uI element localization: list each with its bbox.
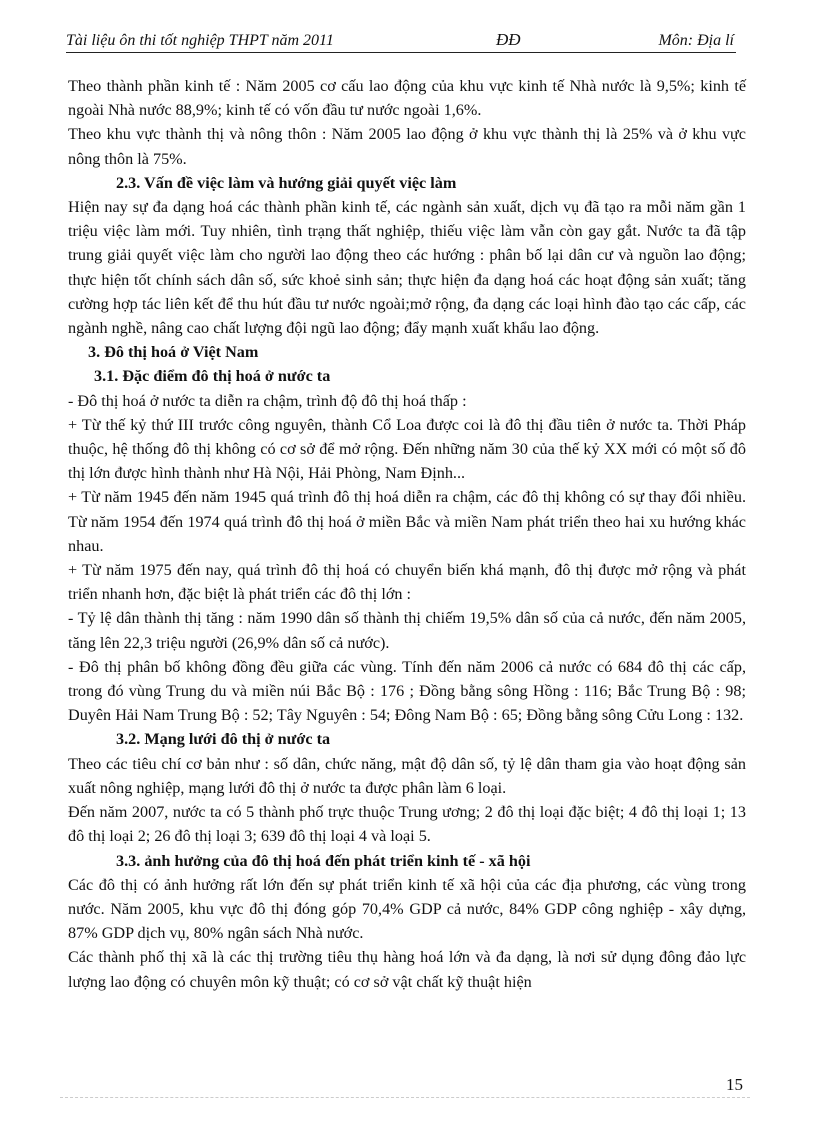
section-heading: 3.2. Mạng lưới đô thị ở nước ta (116, 730, 331, 749)
paragraph: + Từ năm 1975 đến nay, quá trình đô thị hoá có chuyển biến khá mạnh, đô thị được mở rộng và phát triển nhanh hơn, đặc biệt là phát triển các đô thị lớn : (68, 561, 746, 604)
section-heading: 2.3. Vấn đề việc làm và hướng giải quyết việc làm (116, 173, 457, 192)
header-title: Tài liệu ôn thi tốt nghiệp THPT năm 2011 (66, 32, 334, 49)
header-logo: ĐĐ (496, 30, 521, 49)
paragraph: - Tỷ lệ dân thành thị tăng : năm 1990 dân số thành thị chiếm 19,5% dân số của cả nước, đến năm 2005, tăng lên 22,3 triệu người (26,9% dân số cả nước). (68, 609, 746, 652)
paragraph: + Từ năm 1945 đến năm 1945 quá trình đô thị hoá diễn ra chậm, các đô thị không có sự thay đổi nhiều. Từ năm 1954 đến 1974 quá trình đô thị hoá ở miền Bắc và miền Nam phát triển theo hai xu hướng khác nhau. (68, 488, 746, 555)
section-heading: 3.3. ảnh hưởng của đô thị hoá đến phát triển kinh tế - xã hội (116, 851, 531, 870)
header-subject: Môn: Địa lí (658, 32, 734, 49)
page-header (66, 30, 736, 53)
paragraph: Đến năm 2007, nước ta có 5 thành phố trực thuộc Trung ương; 2 đô thị loại đặc biệt; 4 đô thị loại 1; 13 đô thị loại 2; 26 đô thị loại 3; 639 đô thị loại 4 và loại 5. (68, 803, 746, 846)
paragraph: Các đô thị có ảnh hưởng rất lớn đến sự phát triển kinh tế xã hội của các địa phương, các vùng trong nước. Năm 2005, khu vực đô thị đóng góp 70,4% GDP cả nước, 84% GDP công nghiệp - xây dựng, 87% GDP dịch vụ, 80% ngân sách Nhà nước. (68, 875, 746, 943)
footer-divider (60, 1097, 750, 1098)
page-number: 15 (726, 1075, 743, 1094)
paragraph: - Đô thị hoá ở nước ta diễn ra chậm, trình độ đô thị hoá thấp : (68, 391, 467, 410)
section-heading: 3. Đô thị hoá ở Việt Nam (88, 343, 259, 362)
paragraph: Các thành phố thị xã là các thị trường tiêu thụ hàng hoá lớn và đa dạng, là nơi sử dụng đông đảo lực lượng lao động có chuyên môn kỹ thuật; có cơ sở vật chất kỹ thuật hiện (68, 948, 746, 991)
document-body (68, 74, 746, 994)
paragraph: Theo các tiêu chí cơ bản như : số dân, chức năng, mật độ dân số, tỷ lệ dân tham gia vào hoạt động sản xuất nông nghiệp, mạng lưới đô thị ở nước ta được phân làm 6 loại. (68, 754, 746, 797)
paragraph: Hiện nay sự đa dạng hoá các thành phần kinh tế, các ngành sản xuất, dịch vụ đã tạo ra mỗi năm gần 1 triệu việc làm mới. Tuy nhiên, tình trạng thất nghiệp, thiếu việc làm vẫn còn gay gắt. Nước ta đã tập trung giải quyết việc làm cho người lao động theo các hướng : phân bố lại dân cư và nguồn lao động; thực hiện tốt chính sách dân số, sức khoẻ sinh sản; thực hiện đa dạng hoá các hoạt động sản xuất; tăng cường hợp tác liên kết để thu hút đầu tư nước ngoài;mở rộng, đa dạng các loại hình đào tạo các cấp, các ngành nghề, nâng cao chất lượng đội ngũ lao động; đẩy mạnh xuất khẩu lao động. (68, 198, 746, 338)
paragraph: - Đô thị phân bố không đồng đều giữa các vùng. Tính đến năm 2006 cả nước có 684 đô thị các cấp, trong đó vùng Trung du và miền núi Bắc Bộ : 176 ; Đồng bằng sông Hồng : 116; Bắc Trung Bộ : 98; Duyên Hải Nam Trung Bộ : 52; Tây Nguyên : 54; Đông Nam Bộ : 65; Đồng bằng sông Cửu Long : 132. (68, 657, 746, 725)
section-heading: 3.1. Đặc điểm đô thị hoá ở nước ta (94, 367, 331, 386)
paragraph: + Từ thế kỷ thứ III trước công nguyên, thành Cổ Loa được coi là đô thị đầu tiên ở nước ta. Thời Pháp thuộc, hệ thống đô thị không có cơ sở để mở rộng. Đến những năm 30 của thế kỷ XX mới có một số đô thị lớn được hình thành như Hà Nội, Hải Phòng, Nam Định... (68, 415, 746, 483)
paragraph: Theo thành phần kinh tế : Năm 2005 cơ cấu lao động của khu vực kinh tế Nhà nước là 9,5%; kinh tế ngoài Nhà nước 88,9%; kinh tế có vốn đầu tư nước ngoài 1,6%. (68, 77, 746, 120)
paragraph: Theo khu vực thành thị và nông thôn : Năm 2005 lao động ở khu vực thành thị là 25% và ở khu vực nông thôn là 75%. (68, 125, 746, 168)
